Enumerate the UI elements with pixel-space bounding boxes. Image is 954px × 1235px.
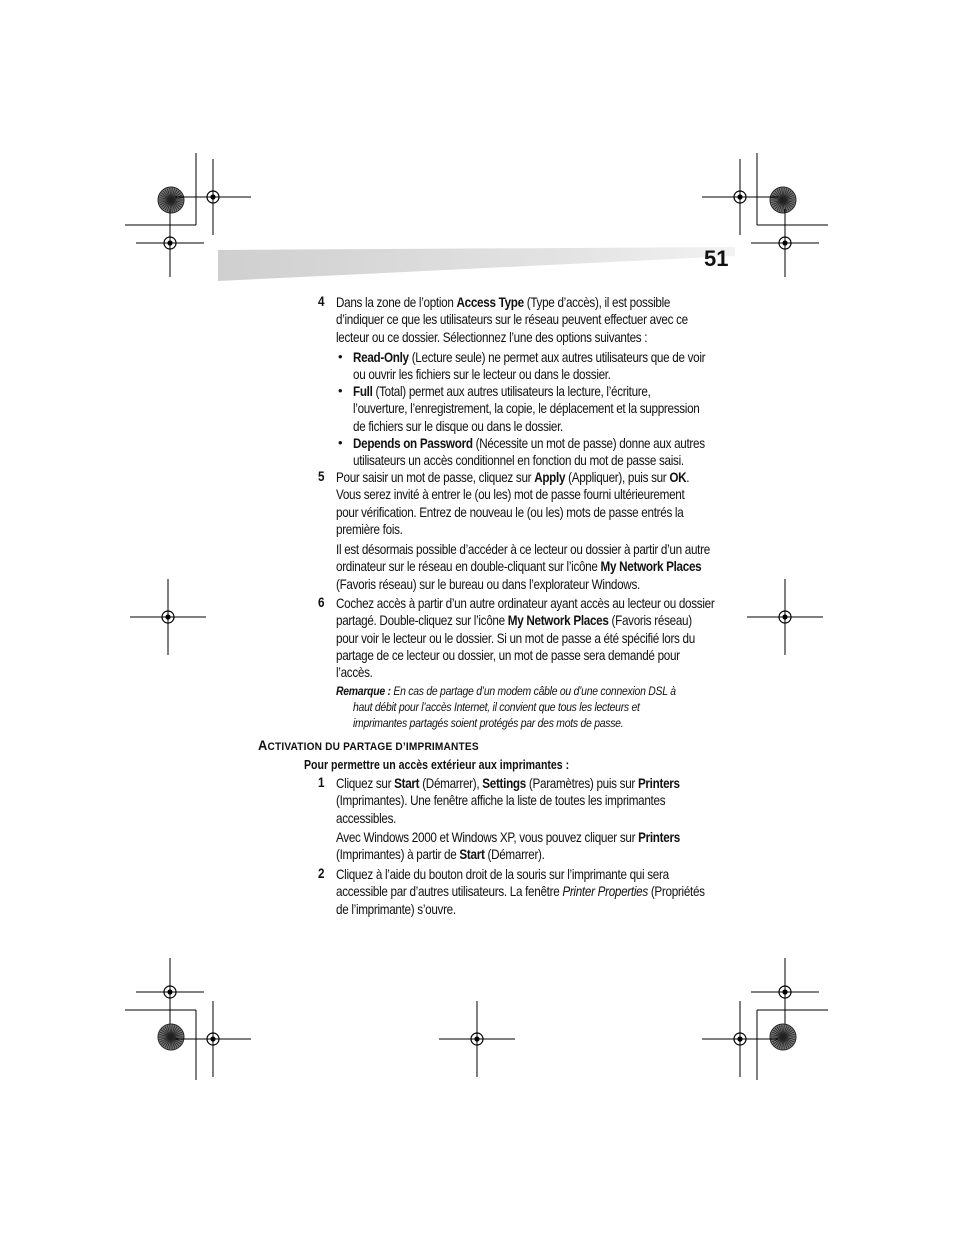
target-center: [167, 240, 172, 245]
step-text-line: (Imprimantes) à partir de Start (Démarrer).: [336, 847, 545, 863]
bullet-text-line: l’ouverture, l’enregistrement, la copie, le déplacement et la suppression: [353, 401, 700, 417]
target-center: [782, 614, 787, 619]
step-text-line: Cochez accès à partir d’un autre ordinateur ayant accès au lecteur ou dossier: [336, 596, 715, 611]
step-text-line: Vous serez invité à entrer le (ou les) mot de passe fourni ultérieurement: [336, 487, 685, 503]
note-line: imprimantes partagés soient protégés par des mots de passe.: [353, 715, 624, 730]
page-number: 51: [704, 246, 729, 271]
step-text-line: accessibles.: [336, 810, 397, 826]
bullet-marker: •: [338, 349, 343, 364]
step-text-line: d’indiquer ce que les utilisateurs sur le réseau peuvent effectuer avec ce: [336, 312, 688, 328]
step-text-line: pour vérification. Entrez de nouveau le (ou les) mots de passe entrés la: [336, 504, 684, 520]
bullet-text-line: Read-Only (Lecture seule) ne permet aux autres utilisateurs que de voir: [353, 350, 706, 365]
bullet-text-line: utilisateurs un accès conditionnel en fonction du mot de passe saisi.: [353, 453, 684, 469]
target-center: [737, 1036, 742, 1041]
step-text-line: Il est désormais possible d’accéder à ce lecteur ou dossier à partir d’un autre: [336, 542, 710, 557]
step-text-line: première fois.: [336, 521, 403, 537]
step-number: 5: [318, 469, 325, 484]
step-text-line: (Imprimantes). Une fenêtre affiche la liste de toutes les imprimantes: [336, 793, 666, 809]
section-heading: ACTIVATION DU PARTAGE D’IMPRIMANTES: [258, 737, 479, 753]
step-text-line: Cliquez sur Start (Démarrer), Settings (Paramètres) puis sur Printers: [336, 776, 680, 791]
target-center: [165, 614, 170, 619]
step-text-line: pour voir le lecteur ou le dossier. Si un mot de passe a été spécifié lors du: [336, 630, 695, 646]
bullet-marker: •: [338, 435, 343, 450]
step-number: 6: [318, 595, 325, 610]
step-text-line: (Favoris réseau) sur le bureau ou dans l’explorateur Windows.: [336, 576, 640, 592]
step-text-line: Avec Windows 2000 et Windows XP, vous pouvez cliquer sur Printers: [336, 830, 680, 845]
note-line: Remarque : En cas de partage d’un modem câble ou d’une connexion DSL à: [336, 684, 676, 698]
bullet-text-line: de fichiers sur le disque ou dans le dossier.: [353, 418, 564, 434]
step-text-line: lecteur ou ce dossier. Sélectionnez l’une des options suivantes :: [336, 329, 648, 345]
subheading: Pour permettre un accès extérieur aux imprimantes :: [304, 758, 570, 772]
step-number: 2: [318, 866, 325, 881]
step-number: 4: [318, 294, 325, 309]
bullet-text-line: Full (Total) permet aux autres utilisateurs la lecture, l’écriture,: [353, 384, 651, 399]
step-text-line: Cliquez à l’aide du bouton droit de la souris sur l’imprimante qui sera: [336, 867, 669, 882]
target-center: [782, 240, 787, 245]
step-text-line: accessible par d’autres utilisateurs. La fenêtre Printer Properties (Propriétés: [336, 884, 705, 900]
bullet-marker: •: [338, 383, 343, 398]
target-center: [737, 194, 742, 199]
step-text-line: l’accès.: [336, 665, 373, 681]
target-center: [167, 989, 172, 994]
step-text-line: partage de ce lecteur ou dossier, un mot de passe sera demandé pour: [336, 647, 680, 663]
step-text-line: Dans la zone de l’option Access Type (Type d’accès), il est possible: [336, 295, 671, 310]
note-line: haut débit pour l’accès Internet, il convient que tous les lecteurs et: [353, 700, 640, 714]
target-center: [210, 194, 215, 199]
target-center: [782, 989, 787, 994]
step-text-line: de l’imprimante) s’ouvre.: [336, 901, 456, 917]
bullet-text-line: Depends on Password (Nécessite un mot de passe) donne aux autres: [353, 436, 705, 451]
step-text-line: partagé. Double-cliquez sur l’icône My Network Places (Favoris réseau): [336, 613, 692, 629]
step-text-line: Pour saisir un mot de passe, cliquez sur Apply (Appliquer), puis sur OK.: [336, 470, 690, 485]
step-text-line: ordinateur sur le réseau en double-cliquant sur l’icône My Network Places: [336, 559, 702, 575]
target-center: [474, 1036, 479, 1041]
step-number: 1: [318, 775, 325, 790]
bullet-text-line: ou ouvrir les fichiers sur le lecteur ou dans le dossier.: [353, 367, 611, 383]
target-center: [210, 1036, 215, 1041]
